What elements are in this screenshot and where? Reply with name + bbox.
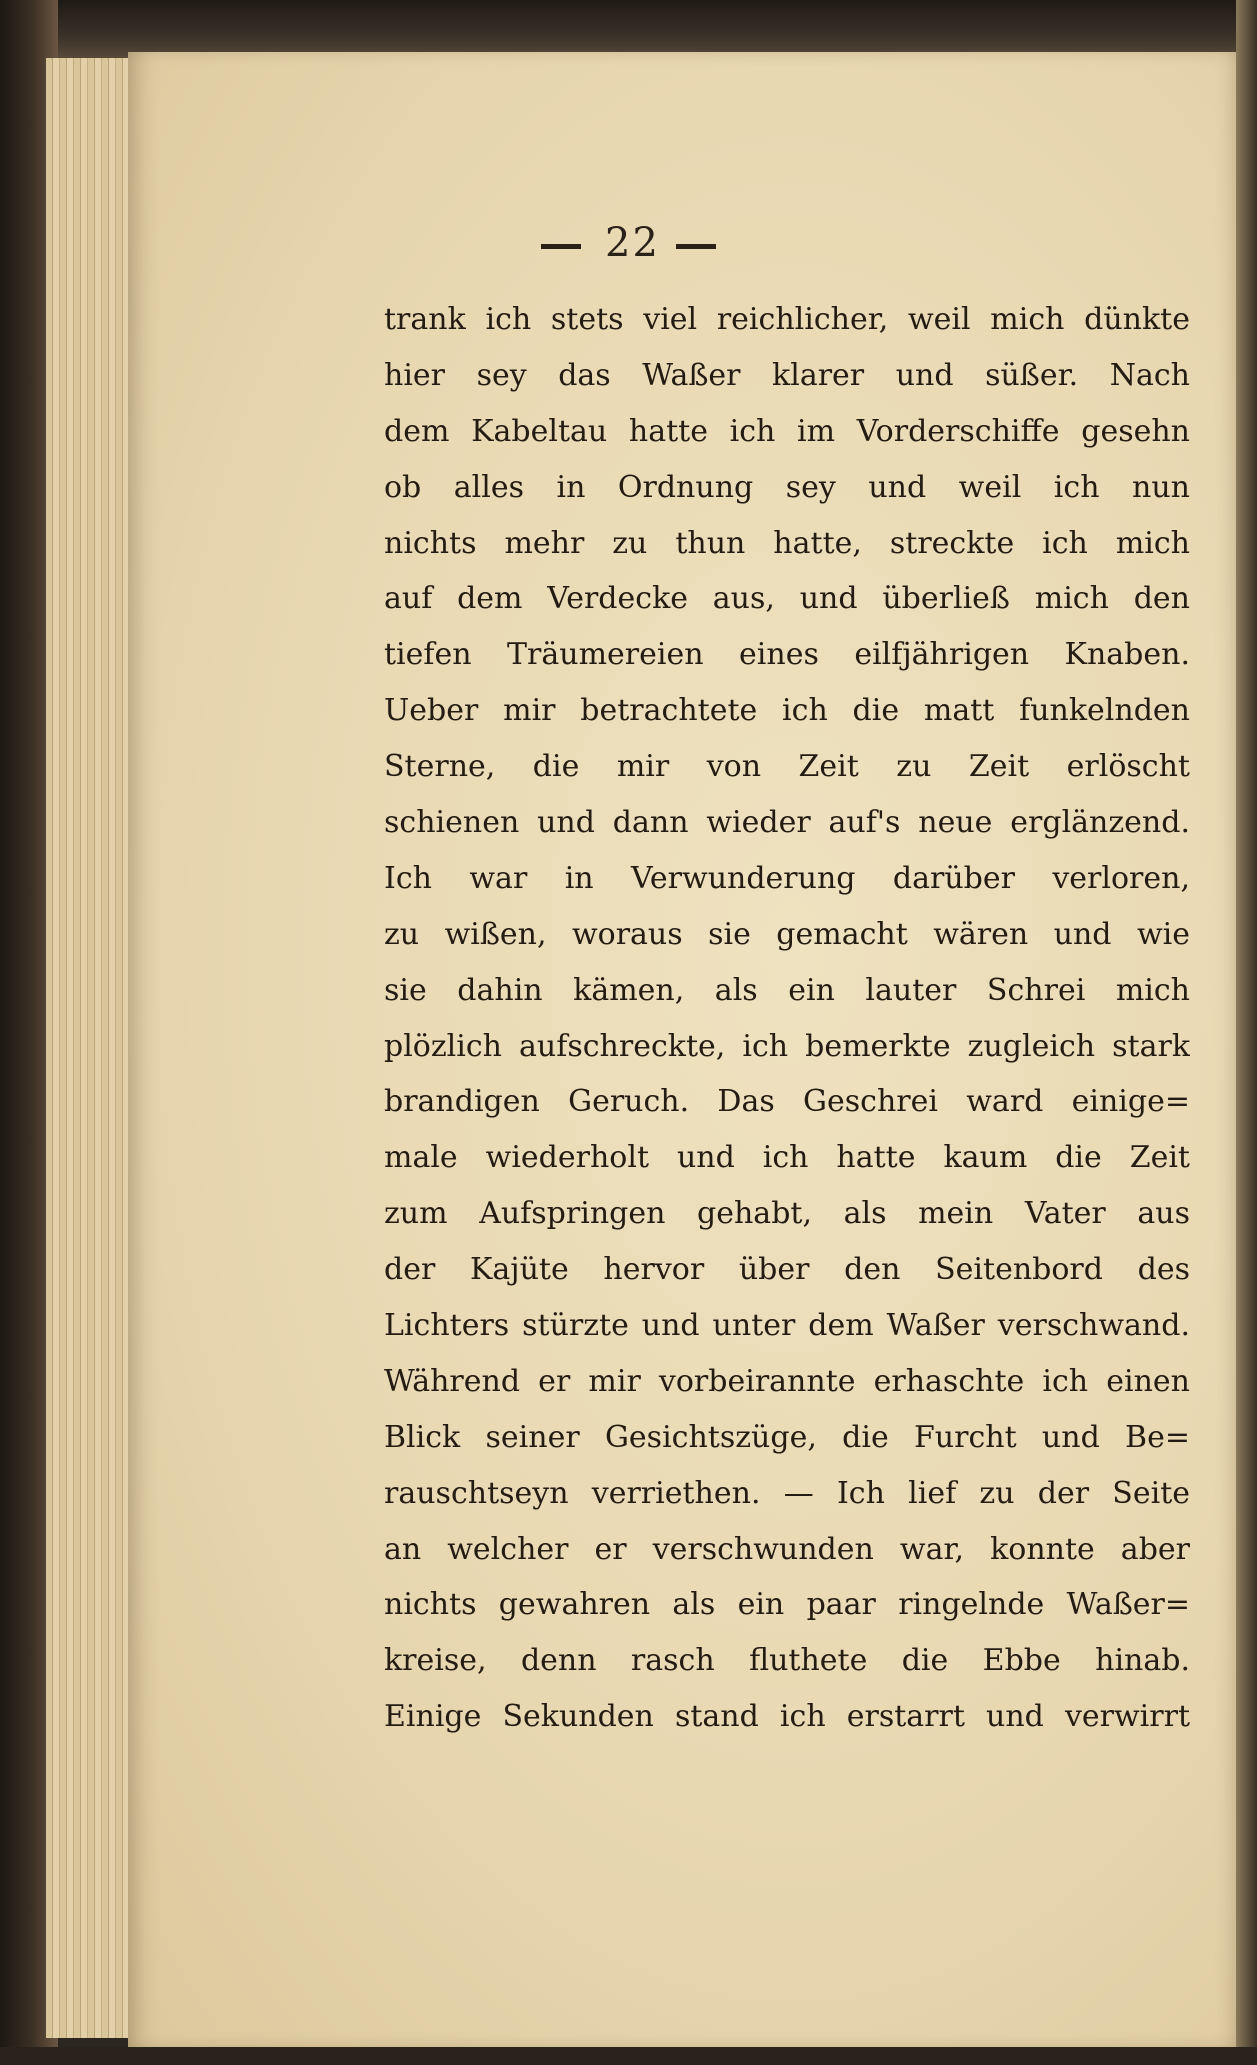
book-board-bottom: [0, 2047, 1257, 2065]
text-line: hier sey das Waßer klarer und süßer. Nach: [384, 357, 1190, 393]
folio-dash-right: [676, 244, 716, 249]
text-line: der Kajüte hervor über den Seitenbord des: [384, 1252, 1190, 1288]
page-number: 22: [605, 220, 660, 266]
text-line: an welcher er verschwunden war, konnte aber: [384, 1531, 1190, 1567]
text-line: tiefen Träumereien eines eilfjährigen Knaben.: [384, 637, 1190, 673]
text-line: nichts mehr zu thun hatte, streckte ich mich: [384, 525, 1190, 561]
page-edges: [46, 58, 135, 2038]
text-line: plözlich aufschreckte, ich bemerkte zugleich stark: [384, 1028, 1190, 1064]
text-line: Lichters stürzte und unter dem Waßer verschwand.: [384, 1308, 1190, 1344]
text-line: brandigen Geruch. Das Geschrei ward einige=: [384, 1084, 1190, 1120]
body-text: [384, 292, 1190, 1745]
text-line: trank ich stets viel reichlicher, weil mich dünkte: [384, 302, 1190, 337]
book-board-top: [0, 0, 1257, 60]
text-line: nichts gewahren als ein paar ringelnde Waßer=: [384, 1587, 1190, 1623]
text-line: auf dem Verdecke aus, und überließ mich den: [384, 581, 1190, 617]
text-line: Während er mir vorbeirannte erhaschte ich einen: [384, 1363, 1190, 1399]
text-line: zu wißen, woraus sie gemacht wären und wie: [384, 916, 1190, 952]
book-board-right: [1236, 0, 1257, 2065]
text-line: schienen und dann wieder auf's neue erglänzend.: [384, 805, 1190, 841]
text-line: dem Kabeltau hatte ich im Vorderschiffe gesehn: [384, 413, 1190, 449]
text-line: Einige Sekunden stand ich erstarrt und verwirrt: [384, 1699, 1190, 1735]
text-line: male wiederholt und ich hatte kaum die Zeit: [384, 1140, 1190, 1176]
text-line: zum Aufspringen gehabt, als mein Vater aus: [384, 1196, 1190, 1232]
page-number-header: [0, 220, 1257, 266]
text-line: ob alles in Ordnung sey und weil ich nun: [384, 469, 1190, 505]
text-line: Ich war in Verwunderung darüber verloren,: [384, 860, 1190, 896]
text-line: sie dahin kämen, als ein lauter Schrei mich: [384, 972, 1190, 1008]
text-line: rauschtseyn verriethen. — Ich lief zu der Seite: [384, 1475, 1190, 1511]
text-line: Blick seiner Gesichtszüge, die Furcht und Be=: [384, 1419, 1190, 1455]
text-line: Ueber mir betrachtete ich die matt funkelnden: [384, 693, 1190, 729]
text-line: kreise, denn rasch fluthete die Ebbe hinab.: [384, 1643, 1190, 1679]
text-line: Sterne, die mir von Zeit zu Zeit erlöscht: [384, 749, 1190, 785]
folio-dash-left: [541, 244, 581, 249]
